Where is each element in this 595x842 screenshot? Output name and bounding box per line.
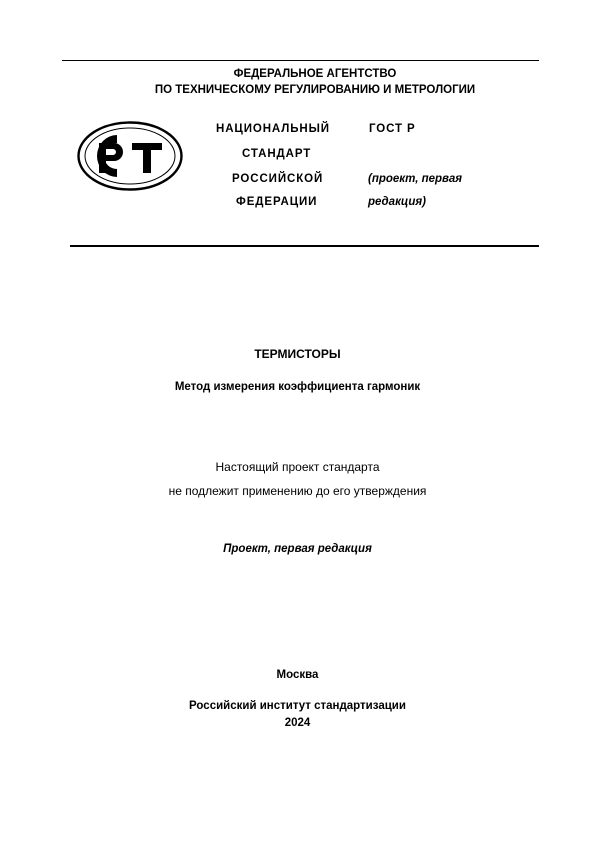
rst-logo-icon	[77, 121, 183, 191]
top-rule	[62, 60, 539, 61]
status-line-1: (проект, первая	[368, 173, 462, 185]
header-bottom-rule	[70, 245, 539, 247]
agency-line-2: ПО ТЕХНИЧЕСКОМУ РЕГУЛИРОВАНИЮ И МЕТРОЛОГИИ	[154, 84, 476, 96]
edition-label: Проект, первая редакция	[223, 543, 372, 555]
standard-line-3: РОССИЙСКОЙ	[232, 173, 324, 185]
standard-line-1: НАЦИОНАЛЬНЫЙ	[216, 123, 330, 135]
document-title: ТЕРМИСТОРЫ	[254, 347, 341, 361]
status-line-2: редакция)	[368, 196, 426, 208]
notice-line-1: Настоящий проект стандарта	[215, 460, 380, 474]
publisher-label: Российский институт стандартизации	[189, 700, 406, 712]
city-label: Москва	[276, 669, 319, 681]
gost-label: ГОСТ Р	[369, 123, 416, 135]
year-label: 2024	[284, 717, 311, 729]
agency-line-1: ФЕДЕРАЛЬНОЕ АГЕНТСТВО	[233, 68, 397, 80]
standard-line-4: ФЕДЕРАЦИИ	[236, 196, 318, 208]
notice-line-2: не подлежит применению до его утверждения	[168, 484, 427, 498]
standard-line-2: СТАНДАРТ	[242, 148, 312, 160]
document-subtitle: Метод измерения коэффициента гармоник	[174, 381, 421, 393]
